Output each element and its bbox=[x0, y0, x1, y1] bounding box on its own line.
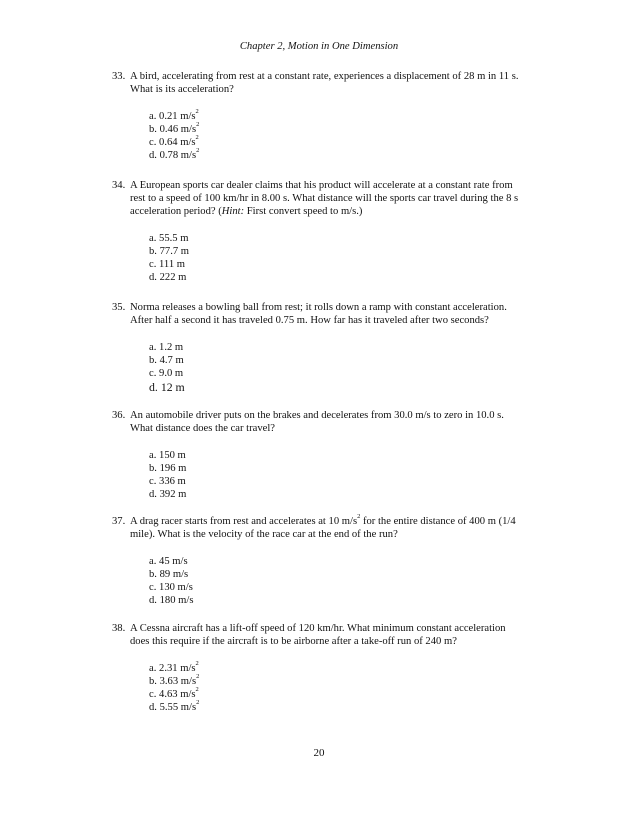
question-37 bbox=[112, 515, 552, 607]
answer-option-c: c. 130 m/s bbox=[149, 582, 193, 593]
answer-option-b: b. 89 m/s bbox=[149, 569, 189, 580]
question-line: does this require if the aircraft is to be airborne after a take-off run of 240 m? bbox=[130, 636, 457, 647]
question-text bbox=[112, 301, 552, 327]
answer-option-d: d. 222 m bbox=[149, 272, 187, 283]
question-line: acceleration period? (Hint: First convert speed to m/s.) bbox=[130, 206, 363, 217]
question-text bbox=[112, 409, 552, 435]
answer-option-d: d. 12 m bbox=[149, 380, 185, 394]
question-line: An automobile driver puts on the brakes and decelerates from 30.0 m/s to zero in 10.0 s. bbox=[130, 410, 504, 421]
question-line: After half a second it has traveled 0.75 m. How far has it traveled after two seconds? bbox=[130, 315, 489, 326]
question-34 bbox=[112, 179, 552, 284]
answer-option-d: d. 0.78 $m/s^2$ bbox=[149, 147, 200, 161]
question-text bbox=[112, 515, 552, 541]
answer-option-d: d. 392 m bbox=[149, 489, 187, 500]
question-33 bbox=[112, 70, 552, 162]
question-35 bbox=[112, 301, 552, 395]
answer-options bbox=[112, 341, 552, 395]
question-line: A drag racer starts from rest and accelerates at 10 $m/s^2$ for the entire distance of 400 m (1/4 bbox=[130, 513, 516, 527]
answer-options bbox=[112, 662, 552, 714]
answer-option-c: c. 9.0 m bbox=[149, 368, 184, 379]
answer-option-b: b. 77.7 m bbox=[149, 246, 190, 257]
question-36 bbox=[112, 409, 552, 501]
answer-option-a: a. 0.21 $m/s^2$ bbox=[149, 108, 199, 122]
answer-options bbox=[112, 449, 552, 501]
question-number: 34. bbox=[112, 180, 126, 191]
answer-option-c: c. 111 m bbox=[149, 259, 186, 270]
question-number: 38. bbox=[112, 623, 126, 634]
answer-option-b: b. 196 m bbox=[149, 463, 187, 474]
hint-label: Hint: bbox=[221, 206, 245, 217]
question-line: mile). What is the velocity of the race car at the end of the run? bbox=[130, 529, 398, 540]
answer-options bbox=[112, 555, 552, 607]
question-text bbox=[112, 622, 552, 648]
question-line: What is its acceleration? bbox=[130, 84, 234, 95]
answer-option-a: a. 150 m bbox=[149, 450, 186, 461]
answer-option-d: d. 180 m/s bbox=[149, 595, 194, 606]
answer-option-a: a. 1.2 m bbox=[149, 342, 184, 353]
question-38 bbox=[112, 622, 552, 714]
question-number: 36. bbox=[112, 410, 126, 421]
answer-option-b: b. 3.63 $m/s^2$ bbox=[149, 673, 200, 687]
question-line: Norma releases a bowling ball from rest; it rolls down a ramp with constant acceleration. bbox=[130, 302, 507, 313]
answer-option-a: a. 2.31 $m/s^2$ bbox=[149, 660, 199, 674]
answer-options bbox=[112, 110, 552, 162]
answer-options bbox=[112, 232, 552, 284]
question-line: A European sports car dealer claims that his product will accelerate at a constant rate from bbox=[130, 180, 513, 191]
answer-option-d: d. 5.55 $m/s^2$ bbox=[149, 699, 200, 713]
question-line: rest to a speed of 100 km/hr in 8.00 s. What distance will the sports car travel during the 8 s bbox=[130, 193, 519, 204]
answer-option-c: c. 0.64 $m/s^2$ bbox=[149, 134, 199, 148]
question-text bbox=[112, 70, 552, 96]
answer-option-a: a. 55.5 m bbox=[149, 233, 189, 244]
answer-option-a: a. 45 m/s bbox=[149, 556, 188, 567]
page-header: Chapter 2, Motion in One Dimension bbox=[239, 41, 399, 52]
page-number: 20 bbox=[313, 747, 325, 759]
question-number: 35. bbox=[112, 302, 126, 313]
answer-option-b: b. 0.46 $m/s^2$ bbox=[149, 121, 200, 135]
answer-option-b: b. 4.7 m bbox=[149, 355, 184, 366]
question-line: A Cessna aircraft has a lift-off speed of 120 km/hr. What minimum constant acceleration bbox=[130, 623, 506, 634]
answer-option-c: c. 336 m bbox=[149, 476, 186, 487]
question-text bbox=[112, 179, 552, 218]
answer-option-c: c. 4.63 $m/s^2$ bbox=[149, 686, 199, 700]
question-number: 37. bbox=[112, 516, 126, 527]
question-line: A bird, accelerating from rest at a constant rate, experiences a displacement of 28 m in 11 s. bbox=[130, 71, 519, 82]
question-number: 33. bbox=[112, 71, 126, 82]
question-line: What distance does the car travel? bbox=[130, 423, 276, 434]
